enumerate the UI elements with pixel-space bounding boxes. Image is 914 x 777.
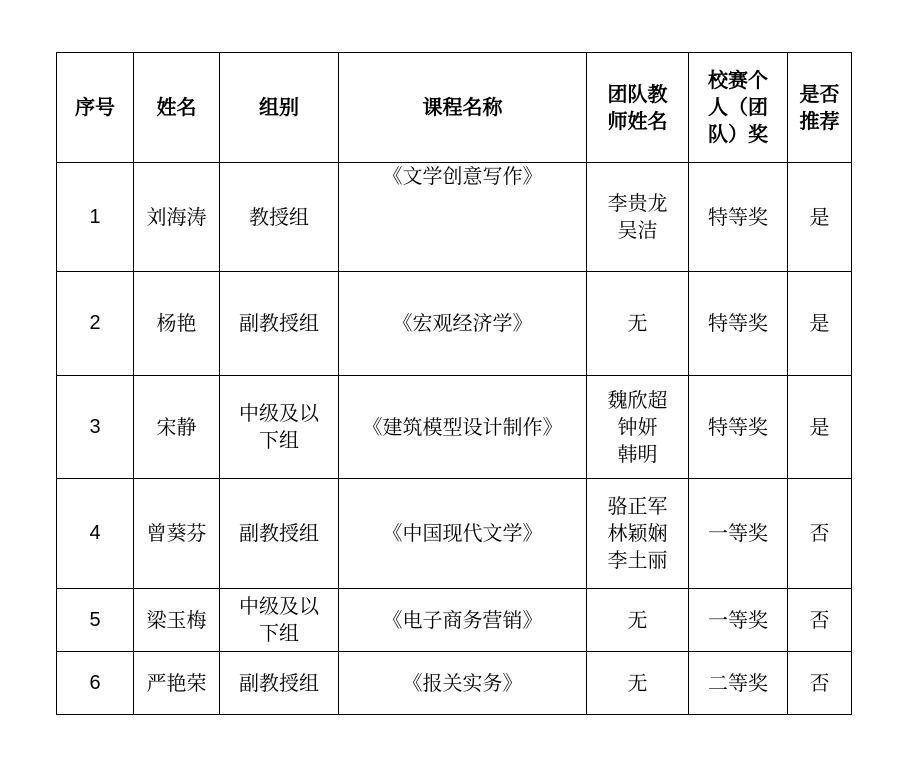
header-team-teachers: 团队教 师姓名 [587, 53, 689, 163]
cell-index: 2 [57, 272, 134, 376]
cell-group: 副教授组 [220, 272, 339, 376]
cell-group: 教授组 [220, 163, 339, 272]
cell-name: 严艳荣 [134, 652, 220, 715]
cell-index: 6 [57, 652, 134, 715]
table-row [57, 479, 852, 589]
cell-team-teachers: 无 [587, 272, 689, 376]
cell-index: 5 [57, 589, 134, 652]
cell-course: 《宏观经济学》 [339, 272, 587, 376]
cell-award: 一等奖 [689, 589, 788, 652]
cell-team-teachers: 李贵龙 吴洁 [587, 163, 689, 272]
cell-award: 特等奖 [689, 376, 788, 479]
cell-recommend: 否 [788, 652, 852, 715]
cell-course: 《中国现代文学》 [339, 479, 587, 589]
cell-course: 《文学创意写作》 [339, 163, 587, 272]
header-name: 姓名 [134, 53, 220, 163]
cell-group: 副教授组 [220, 652, 339, 715]
cell-recommend: 是 [788, 272, 852, 376]
cell-index: 4 [57, 479, 134, 589]
award-table [56, 52, 852, 715]
header-index: 序号 [57, 53, 134, 163]
cell-team-teachers: 骆正军 林颖娴 李土丽 [587, 479, 689, 589]
cell-name: 刘海涛 [134, 163, 220, 272]
header-group: 组别 [220, 53, 339, 163]
cell-recommend: 否 [788, 479, 852, 589]
cell-name: 梁玉梅 [134, 589, 220, 652]
header-row [57, 53, 852, 163]
cell-name: 宋静 [134, 376, 220, 479]
cell-group: 副教授组 [220, 479, 339, 589]
header-award: 校赛个 人（团 队）奖 [689, 53, 788, 163]
cell-recommend: 是 [788, 376, 852, 479]
cell-group: 中级及以 下组 [220, 376, 339, 479]
cell-award: 二等奖 [689, 652, 788, 715]
cell-award: 特等奖 [689, 272, 788, 376]
table-row [57, 589, 852, 652]
cell-group: 中级及以 下组 [220, 589, 339, 652]
header-course: 课程名称 [339, 53, 587, 163]
cell-award: 特等奖 [689, 163, 788, 272]
cell-name: 杨艳 [134, 272, 220, 376]
cell-recommend: 是 [788, 163, 852, 272]
cell-course: 《报关实务》 [339, 652, 587, 715]
table-row [57, 652, 852, 715]
table-row [57, 163, 852, 272]
cell-recommend: 否 [788, 589, 852, 652]
table-row [57, 376, 852, 479]
cell-course: 《建筑模型设计制作》 [339, 376, 587, 479]
cell-index: 3 [57, 376, 134, 479]
cell-team-teachers: 无 [587, 589, 689, 652]
cell-index: 1 [57, 163, 134, 272]
cell-team-teachers: 魏欣超 钟妍 韩明 [587, 376, 689, 479]
table-row [57, 272, 852, 376]
cell-award: 一等奖 [689, 479, 788, 589]
cell-name: 曾葵芬 [134, 479, 220, 589]
cell-team-teachers: 无 [587, 652, 689, 715]
cell-course: 《电子商务营销》 [339, 589, 587, 652]
header-recommend: 是否 推荐 [788, 53, 852, 163]
